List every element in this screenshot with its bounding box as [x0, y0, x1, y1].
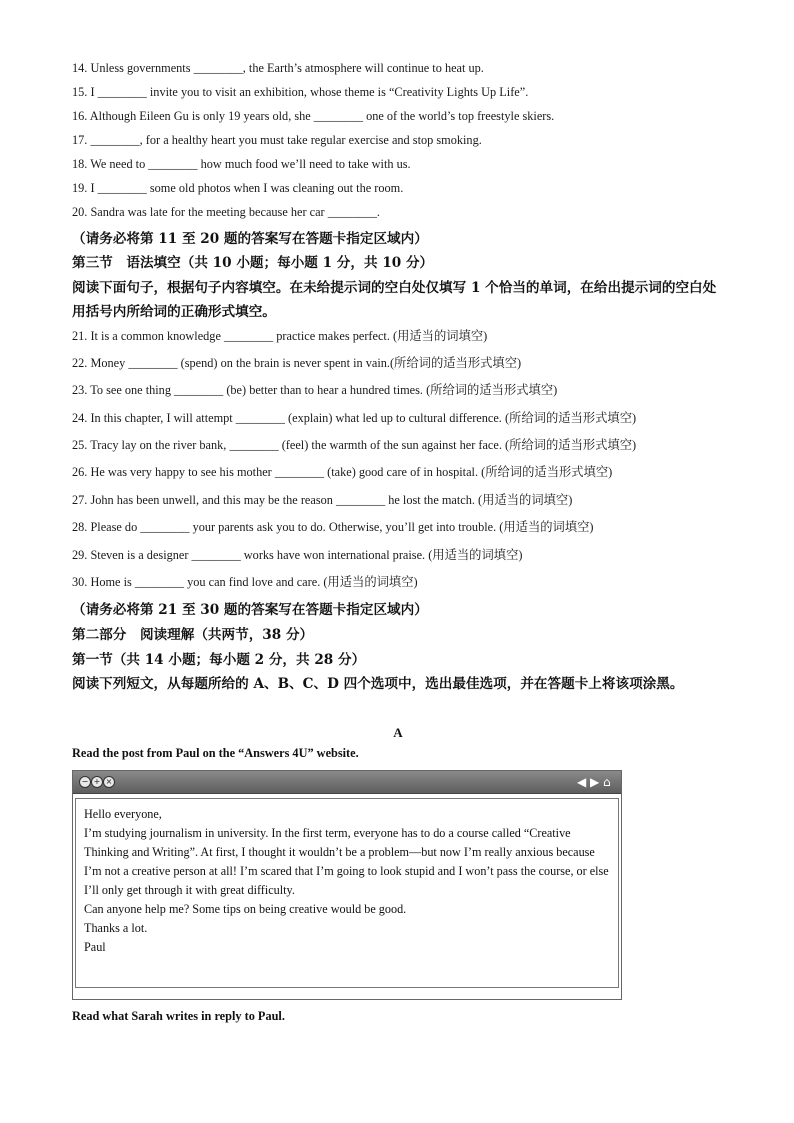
post-body: I’m studying journalism in university. In the first term, everyone has to do a course called “Creative Thinking and Writing”. At first, I thought it wouldn’t be a problem—but now I’m really anxious because I’m not a creative person at all! I’m scared that I’m going to look stupid and I won’t pass the course, or else I’ll only get through it with great difficulty.	[84, 826, 609, 897]
minimize-icon[interactable]: −	[79, 776, 91, 788]
post-signature: Paul	[84, 940, 106, 954]
question-20: 20. Sandra was late for the meeting because her car ________.	[72, 205, 380, 219]
question-16: 16. Although Eileen Gu is only 19 years old, she ________ one of the world’s top freestyle skiers.	[72, 109, 555, 123]
question-17: 17. ________, for a healthy heart you must take regular exercise and stop smoking.	[72, 133, 482, 147]
forward-arrow-icon[interactable]: ▶	[590, 775, 600, 789]
question-22: 22. Money ________ (spend) on the brain is never spent in vain.(所给词的适当形式填空)	[72, 356, 522, 370]
passage-letter: A	[393, 725, 403, 740]
question-19: 19. I ________ some old photos when I was cleaning out the room.	[72, 181, 404, 195]
question-21: 21. It is a common knowledge ________ practice makes perfect. (用适当的词填空)	[72, 329, 488, 343]
home-icon[interactable]: ⌂	[603, 775, 611, 789]
post-intro: Read the post from Paul on the “Answers 4U” website.	[72, 746, 359, 760]
back-arrow-icon[interactable]: ◀	[577, 775, 587, 789]
answer-note-21-30: （请务必将第 21 至 30 题的答案写在答题卡指定区域内）	[72, 602, 428, 618]
close-icon[interactable]: ×	[103, 776, 115, 788]
part-2-title: 第二部分 阅读理解（共两节，38 分）	[72, 627, 314, 643]
post-request: Can anyone help me? Some tips on being creative would be good.	[84, 902, 407, 916]
section-3-instruction: 阅读下面句子，根据句子内容填空。在未给提示词的空白处仅填写 1 个恰当的单词，在给出提示词的空白处用括号内所给词的正确形式填空。	[72, 280, 717, 320]
question-29: 29. Steven is a designer ________ works have won international praise. (用适当的词填空)	[72, 548, 523, 562]
question-28: 28. Please do ________ your parents ask you to do. Otherwise, you’ll get into trouble. (用适当的词填空)	[72, 520, 594, 534]
post-thanks: Thanks a lot.	[84, 921, 148, 935]
question-14: 14. Unless governments ________, the Earth’s atmosphere will continue to heat up.	[72, 61, 484, 75]
question-26: 26. He was very happy to see his mother ________ (take) good care of in hospital. (所给词的适当形式填空)	[72, 465, 613, 479]
question-15: 15. I ________ invite you to visit an exhibition, whose theme is “Creativity Lights Up Life”.	[72, 85, 529, 99]
post-greeting: Hello everyone,	[84, 807, 162, 821]
post-content	[75, 798, 619, 988]
section-1-instruction: 阅读下列短文，从每题所给的 A、B、C、D 四个选项中，选出最佳选项，并在答题卡上将该项涂黑。	[72, 676, 684, 692]
question-24: 24. In this chapter, I will attempt ________ (explain) what led up to cultural difference. (所给词的适当形式填空)	[72, 411, 637, 425]
answer-note-11-20: （请务必将第 11 至 20 题的答案写在答题卡指定区域内）	[72, 231, 428, 247]
question-18: 18. We need to ________ how much food we’ll need to take with us.	[72, 157, 411, 171]
reply-intro: Read what Sarah writes in reply to Paul.	[72, 1009, 285, 1023]
browser-toolbar	[73, 771, 621, 794]
question-23: 23. To see one thing ________ (be) better than to hear a hundred times. (所给词的适当形式填空)	[72, 383, 558, 397]
question-30: 30. Home is ________ you can find love and care. (用适当的词填空)	[72, 575, 418, 589]
maximize-icon[interactable]: +	[91, 776, 103, 788]
section-3-title: 第三节 语法填空（共 10 小题；每小题 1 分，共 10 分）	[72, 255, 434, 271]
browser-window	[72, 770, 622, 1000]
question-25: 25. Tracy lay on the river bank, ________ (feel) the warmth of the sun against her face. (所给词的适当形式填空)	[72, 438, 637, 452]
section-1-title: 第一节（共 14 小题；每小题 2 分，共 28 分）	[72, 652, 366, 668]
question-27: 27. John has been unwell, and this may be the reason ________ he lost the match. (用适当的词填空)	[72, 493, 573, 507]
